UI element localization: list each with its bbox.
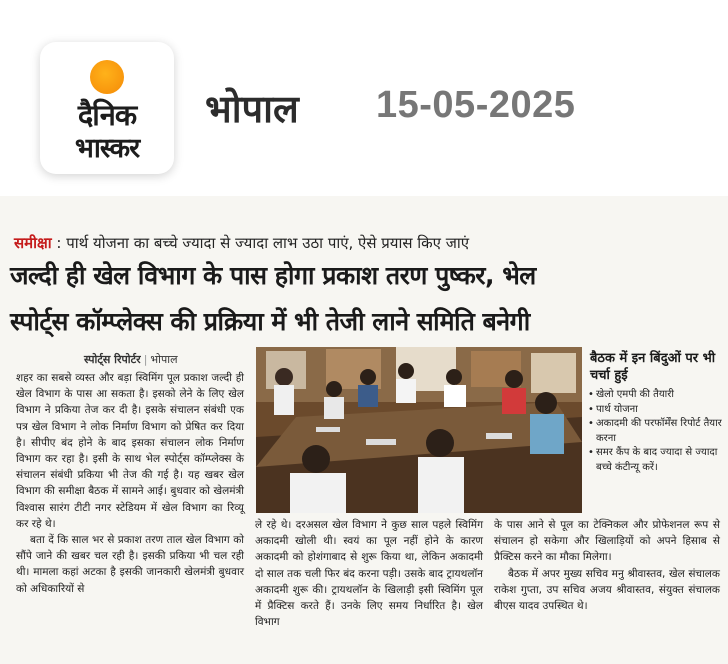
col3-paragraph-2: बैठक में अपर मुख्य सचिव मनु श्रीवास्तव, खेल संचालक राकेश गुप्ता, उप सचिव अजय श्रीवास्तव, संयुक्त संचालक बीएस यादव उपस्थित थे। [494, 567, 720, 613]
byline-city: भोपाल [150, 353, 178, 366]
col2-paragraph-1: ले रहे थे। दरअसल खेल विभाग ने कुछ साल पहले स्विमिंग अकादमी खोली थी। स्वयं का पूल नहीं होने के कारण अकादमी को होशंगाबाद से शुरू किया था, लेकिन अकादमी दो साल तक चली फिर बंद करना पड़ी। उसके बाद ट्रायथलॉन अकादमी शुरू की। ट्रायथलॉन के खिलाड़ी इसी स्विमिंग पूल में प्रैक्टिस करते हैं। उनके लिए समय निर्धारित है। खेल विभाग [255, 519, 483, 629]
logo-sun-icon [90, 60, 124, 94]
article-column-2 [255, 517, 483, 630]
meeting-photo [256, 347, 582, 513]
kicker-label: समीक्षा [14, 234, 52, 252]
article-column-1 [16, 370, 244, 597]
discussion-point: • पार्थ योजना [588, 403, 722, 418]
logo-text-line2: भास्कर [74, 133, 140, 164]
dainik-bhaskar-logo [40, 42, 174, 174]
discussion-points-box [586, 350, 722, 512]
edition-date: 15-05-2025 [376, 84, 576, 126]
article-column-3 [494, 517, 720, 614]
headline-line2: स्पोर्ट्स कॉम्प्लेक्स की प्रक्रिया में भी तेजी लाने समिति बनेगी [10, 307, 530, 336]
edition-city: भोपाल [205, 87, 299, 131]
logo-text-line1: दैनिक [77, 98, 137, 132]
kicker-text: : पार्थ योजना का बच्चे ज्यादा से ज्यादा लाभ उठा पाएं, ऐसे प्रयास किए जाएं [56, 234, 470, 252]
discussion-points-title: बैठक में इन बिंदुओं पर भी चर्चा हुई [590, 351, 716, 383]
discussion-points-list [586, 388, 722, 475]
byline: स्पोर्ट्स रिपोर्टर | भोपाल [84, 353, 178, 366]
meeting-photo-illustration [256, 347, 582, 513]
col1-paragraph-2: बता दें कि साल भर से प्रकाश तरण ताल खेल विभाग को सौंपे जाने की खबर चल रही है। इसकी प्रकिया भी चल रही थी। मामला कहां अटका है इसकी जानकारी खेलमंत्री बुधवार को अधिकारियों से [16, 534, 244, 595]
col1-paragraph-1: शहर का सबसे व्यस्त और बड़ा स्विमिंग पूल प्रकाश जल्दी ही खेल विभाग के पास आ सकता है। इसको लेने के लिए खेल विभाग ने प्रकिया तेज कर दी है। इसके संचालन संबंधी एक पत्र खेल विभाग ने लोक निर्माण विभाग को प्रेषित कर दिया है। सीपीए बंद होने के बाद इसका संचालन लोक निर्माण विभाग कर रहा है। इसी के साथ भेल स्पोर्ट्स कॉम्प्लेक्स के संचालन संबंधी प्रकिया भी तेज की गई है। यह खबर खेल विभाग की समीक्षा बैठक में सामने आई। बुधवार को खेलमंत्री विश्वास सारंग टीटी नगर स्टेडियम में खेल विभाग का रिव्यू कर रहे थे। [16, 372, 244, 530]
byline-reporter: स्पोर्ट्स रिपोर्टर [84, 353, 141, 366]
header-bar [0, 0, 728, 196]
headline-line1: जल्दी ही खेल विभाग के पास होगा प्रकाश तरण पुष्कर, भेल [10, 261, 536, 290]
col3-paragraph-1: के पास आने से पूल का टेक्निकल और प्रोफेशनल रूप से संचालन हो सकेगा और खिलाड़ियों को अपने हिसाब से प्रैक्टिस करने का मौका मिलेगा। [494, 519, 720, 564]
discussion-point: • समर कैंप के बाद ज्यादा से ज्यादा बच्चे कंटीन्यू करें। [588, 446, 722, 475]
discussion-point: • अकादमी की परफॉर्मेंस रिपोर्ट तैयार करना [588, 417, 722, 446]
article-kicker [14, 233, 469, 253]
discussion-point: • खेलो एमपी की तैयारी [588, 388, 722, 403]
